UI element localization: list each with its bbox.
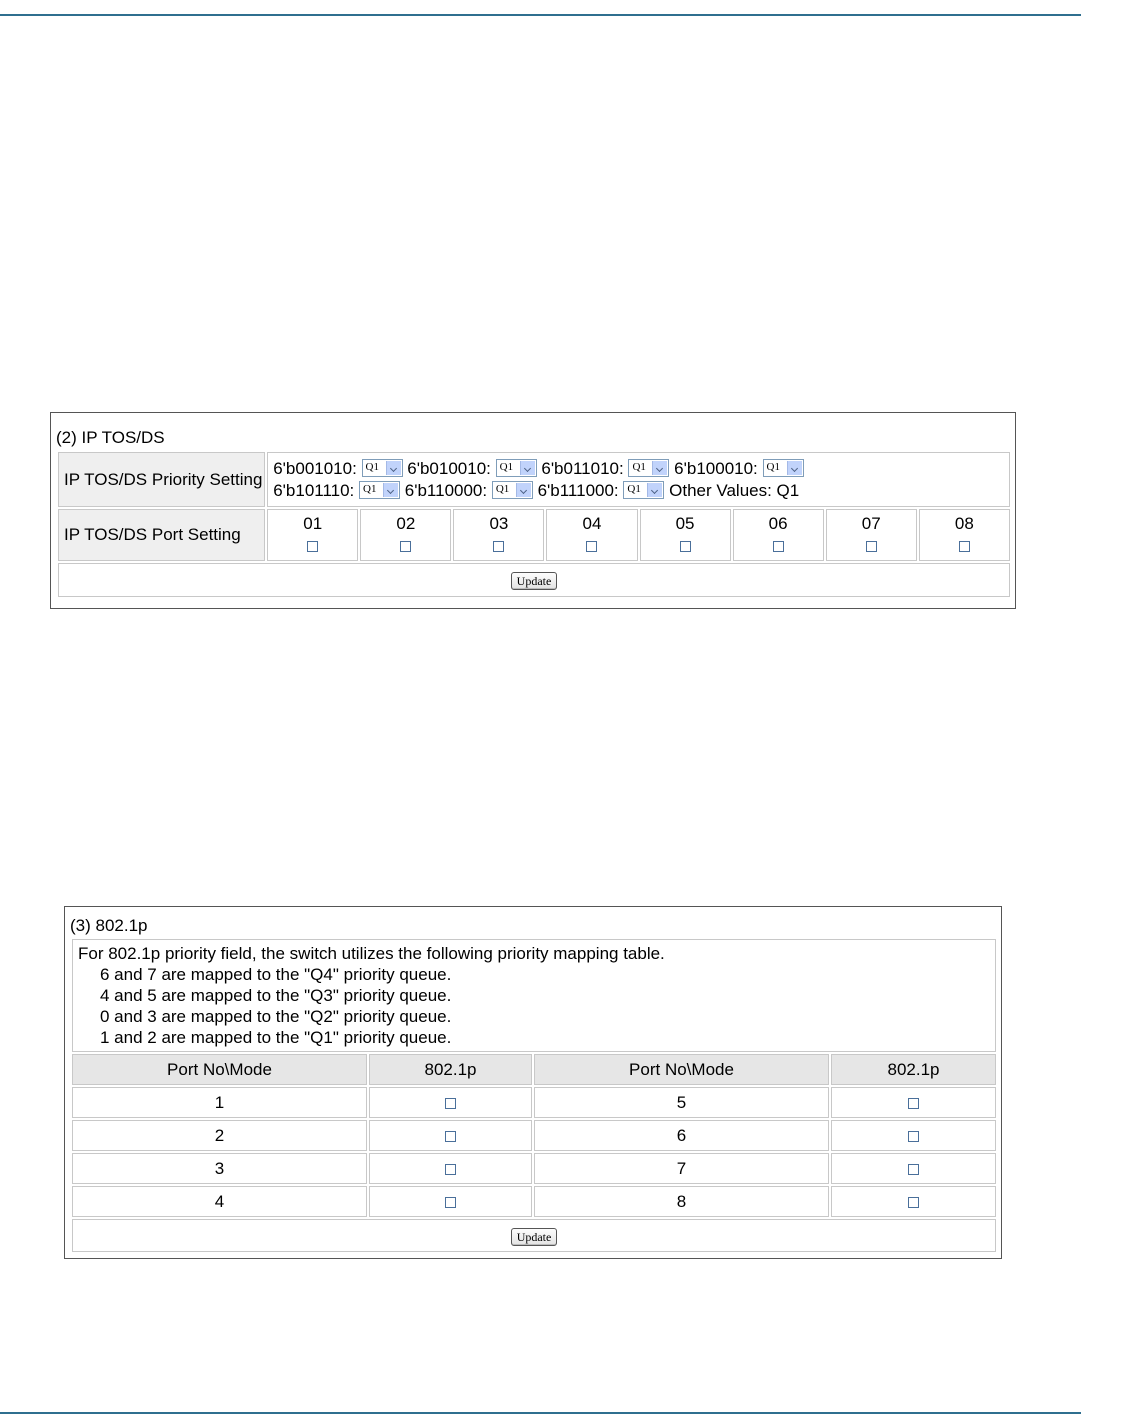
table-row	[72, 1153, 996, 1184]
chevron-down-icon	[516, 483, 531, 497]
port-number: 6	[534, 1120, 829, 1151]
tos-priority-row-1	[273, 458, 1009, 480]
port-checkbox[interactable]	[586, 541, 597, 552]
port-checkbox[interactable]	[493, 541, 504, 552]
mapping-line-1: 6 and 7 are mapped to the "Q4" priority queue.	[100, 965, 452, 984]
header-8021p-right: 802.1p	[831, 1054, 996, 1085]
tos-panel	[50, 412, 1016, 609]
dot1p-panel	[64, 906, 1002, 1259]
tos-port-05	[640, 509, 731, 561]
port-checkbox[interactable]	[307, 541, 318, 552]
port-number: 2	[72, 1120, 367, 1151]
port-number: 08	[954, 514, 974, 533]
port-number: 02	[396, 514, 416, 533]
dot1p-checkbox[interactable]	[908, 1197, 919, 1208]
dot1p-table	[70, 937, 998, 1254]
dot1p-checkbox-cell	[831, 1186, 996, 1217]
dot1p-checkbox-cell	[831, 1087, 996, 1118]
dot1p-checkbox-cell	[369, 1186, 532, 1217]
dot1p-checkbox[interactable]	[908, 1131, 919, 1142]
dot1p-checkbox[interactable]	[445, 1098, 456, 1109]
tos-port-02	[360, 509, 451, 561]
header-port-mode-right: Port No\Mode	[534, 1054, 829, 1085]
tos-code-2: 6'b010010:	[407, 458, 491, 478]
dot1p-checkbox-cell	[831, 1153, 996, 1184]
tos-port-07	[826, 509, 917, 561]
chevron-down-icon	[520, 461, 535, 475]
tos-code-3: 6'b011010:	[541, 458, 624, 478]
dot1p-description	[72, 939, 996, 1052]
dot1p-checkbox[interactable]	[908, 1098, 919, 1109]
port-number: 03	[489, 514, 509, 533]
dot1p-checkbox-cell	[831, 1120, 996, 1151]
port-checkbox[interactable]	[959, 541, 970, 552]
mapping-line-4: 1 and 2 are mapped to the "Q1" priority queue.	[100, 1028, 452, 1047]
dot1p-title: (3) 802.1p	[70, 916, 148, 935]
dot1p-checkbox[interactable]	[445, 1164, 456, 1175]
chevron-down-icon	[787, 461, 802, 475]
tos-select-7[interactable]: Q1	[623, 481, 664, 499]
port-number: 1	[72, 1087, 367, 1118]
table-row	[72, 1186, 996, 1217]
tos-select-2[interactable]: Q1	[496, 459, 537, 477]
tos-update-cell	[58, 563, 1010, 597]
header-8021p-left: 802.1p	[369, 1054, 532, 1085]
port-number: 07	[861, 514, 881, 533]
update-button[interactable]: Update	[511, 1228, 558, 1246]
port-number: 3	[72, 1153, 367, 1184]
mapping-line-3: 0 and 3 are mapped to the "Q2" priority queue.	[100, 1007, 452, 1026]
tos-select-1[interactable]: Q1	[362, 459, 403, 477]
dot1p-checkbox-cell	[369, 1120, 532, 1151]
port-checkbox[interactable]	[866, 541, 877, 552]
table-row	[72, 1120, 996, 1151]
tos-code-1: 6'b001010:	[273, 458, 357, 478]
port-number: 5	[534, 1087, 829, 1118]
bottom-rule	[0, 1412, 1081, 1414]
chevron-down-icon	[383, 483, 398, 497]
port-number: 04	[582, 514, 602, 533]
dot1p-intro: For 802.1p priority field, the switch utilizes the following priority mapping table.	[78, 944, 665, 963]
tos-port-04	[546, 509, 637, 561]
mapping-line-2: 4 and 5 are mapped to the "Q3" priority queue.	[100, 986, 452, 1005]
tos-code-7: 6'b111000:	[537, 480, 619, 500]
tos-select-4[interactable]: Q1	[763, 459, 804, 477]
dot1p-update-cell	[72, 1219, 996, 1252]
tos-priority-settings	[267, 452, 1010, 507]
dot1p-checkbox[interactable]	[445, 1131, 456, 1142]
tos-other-values: Other Values: Q1	[669, 480, 800, 500]
tos-port-label: IP TOS/DS Port Setting	[58, 509, 265, 561]
tos-port-06	[733, 509, 824, 561]
port-number: 8	[534, 1186, 829, 1217]
port-number: 01	[303, 514, 323, 533]
top-rule	[0, 14, 1081, 16]
port-number: 7	[534, 1153, 829, 1184]
chevron-down-icon	[386, 461, 401, 475]
tos-select-6[interactable]: Q1	[492, 481, 533, 499]
port-number: 05	[675, 514, 695, 533]
tos-select-5[interactable]: Q1	[359, 481, 400, 499]
tos-port-01	[267, 509, 358, 561]
tos-code-5: 6'b101110:	[273, 480, 355, 500]
tos-table	[56, 450, 1012, 599]
dot1p-checkbox-cell	[369, 1153, 532, 1184]
tos-priority-row-2	[273, 480, 1009, 502]
tos-port-03	[453, 509, 544, 561]
dot1p-checkbox[interactable]	[908, 1164, 919, 1175]
chevron-down-icon	[652, 461, 667, 475]
port-number: 4	[72, 1186, 367, 1217]
tos-code-6: 6'b110000:	[404, 480, 488, 500]
tos-priority-label: IP TOS/DS Priority Setting	[58, 452, 265, 507]
tos-code-4: 6'b100010:	[674, 458, 758, 478]
port-number: 06	[768, 514, 788, 533]
port-checkbox[interactable]	[400, 541, 411, 552]
dot1p-checkbox[interactable]	[445, 1197, 456, 1208]
tos-title: (2) IP TOS/DS	[56, 428, 165, 447]
header-port-mode-left: Port No\Mode	[72, 1054, 367, 1085]
chevron-down-icon	[647, 483, 662, 497]
tos-port-08	[919, 509, 1010, 561]
update-button[interactable]: Update	[511, 572, 558, 590]
port-checkbox[interactable]	[773, 541, 784, 552]
table-row	[72, 1087, 996, 1118]
port-checkbox[interactable]	[680, 541, 691, 552]
dot1p-checkbox-cell	[369, 1087, 532, 1118]
tos-select-3[interactable]: Q1	[628, 459, 669, 477]
